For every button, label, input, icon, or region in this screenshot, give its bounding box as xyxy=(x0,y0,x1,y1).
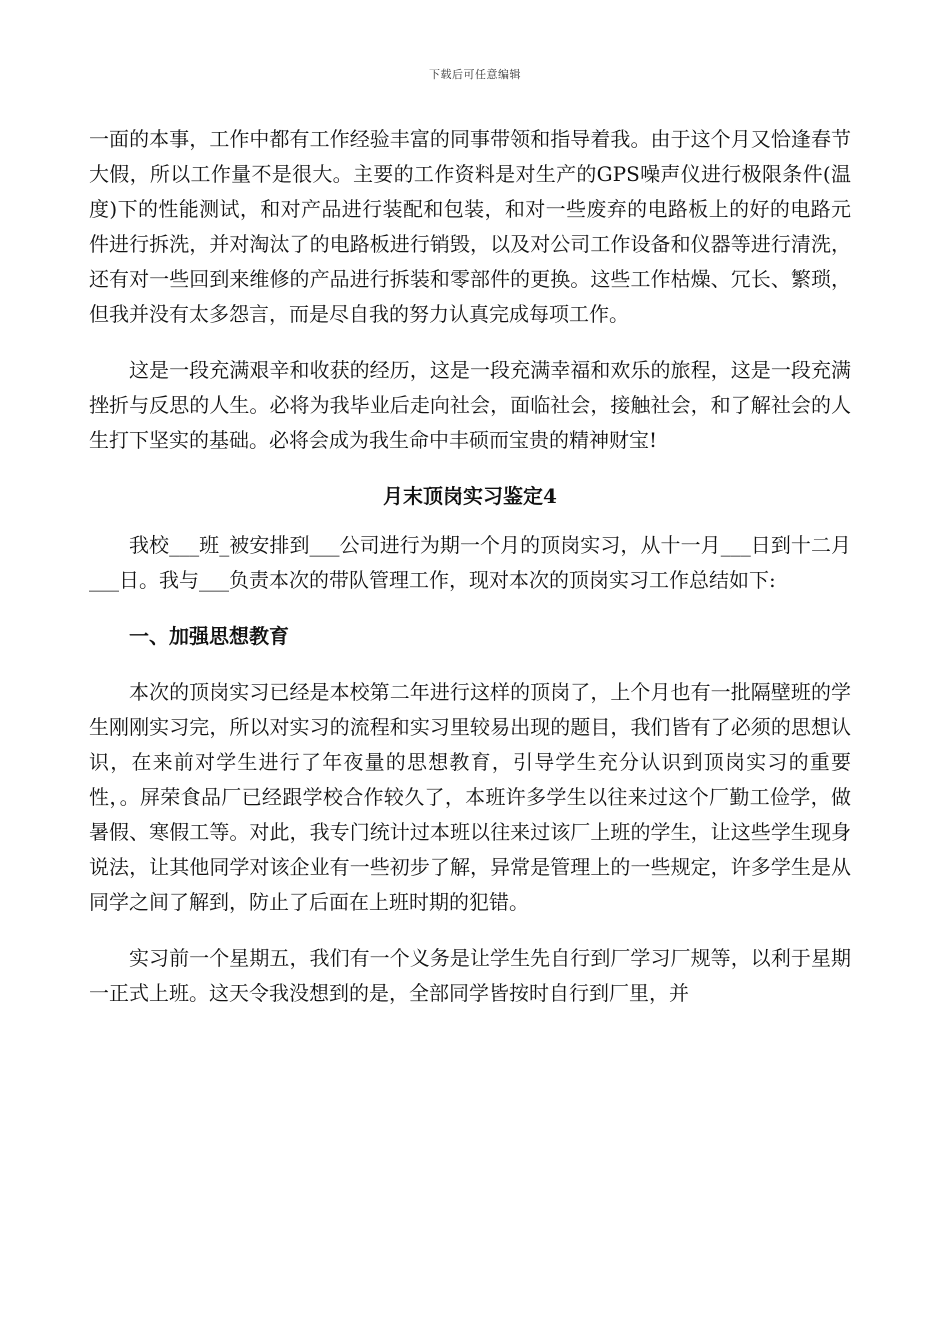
paragraph-gap xyxy=(89,598,851,619)
paragraph-gap xyxy=(89,654,851,675)
paragraph-gap xyxy=(89,920,851,941)
paragraph-intro: 我校___班_被安排到___公司进行为期一个月的顶岗实习，从十一月___日到十二月___日。我与___负责本次的带队管理工作，现对本次的顶岗实习工作总结如下: xyxy=(89,533,851,592)
paragraph-education: 本次的顶岗实习已经是本校第二年进行这样的顶岗了，上个月也有一批隔壁班的学生刚刚实习完，所以对实习的流程和实习里较易出现的题目，我们皆有了必须的思想认识，在来前对学生进行了年夜量的思想教育，引导学生充分认识到顶岗实习的重要性，。屏荣食品厂已经跟学校合作较久了，本班许多学生以往来过这个厂勤工俭学，做暑假、寒假工等。对此，我专门统计过本班以往来过该厂上班的学生，让这些学生现身说法，让其他同学对该企业有一些初步了解，异常是管理上的一些规定，许多学生是从同学之间了解到，防止了后面在上班时期的犯错。 xyxy=(89,680,851,914)
heading-thought-education: 一、加强思想教育 xyxy=(129,624,289,648)
paragraph-gap xyxy=(89,332,851,353)
paragraph-friday: 实习前一个星期五，我们有一个义务是让学生先自行到厂学习厂规等，以利于星期一正式上班。这天令我没想到的是，全部同学皆按时自行到厂里，并 xyxy=(89,946,851,1005)
paragraph-gap xyxy=(89,514,851,528)
paragraph-reflection: 这是一段充满艰辛和收获的经历，这是一段充满幸福和欢乐的旅程，这是一段充满挫折与反思的人生。必将为我毕业后走向社会，面临社会，接触社会，和了解社会的人生打下坚实的基础。必将会成为我生命中丰硕而宝贵的精神财宝! xyxy=(89,358,851,452)
section-title: 月末顶岗实习鉴定4 xyxy=(383,484,557,508)
page-header: 下载后可任意编辑 xyxy=(429,68,521,81)
document-body xyxy=(89,122,851,1011)
paragraph-continued: 一面的本事，工作中都有工作经验丰富的同事带领和指导着我。由于这个月又恰逢春节大假，所以工作量不是很大。主要的工作资料是对生产的GPS噪声仪进行极限条件(温度)下的性能测试，和对产品进行装配和包装，和对一些废弃的电路板上的好的电路元件进行拆洗，并对淘汰了的电路板进行销毁，以及对公司工作设备和仪器等进行清洗，还有对一些回到来维修的产品进行拆装和零部件的更换。这些工作枯燥、冗长、繁琐，但我并没有太多怨言，而是尽自我的努力认真完成每项工作。 xyxy=(89,127,851,326)
paragraph-gap xyxy=(89,458,851,479)
